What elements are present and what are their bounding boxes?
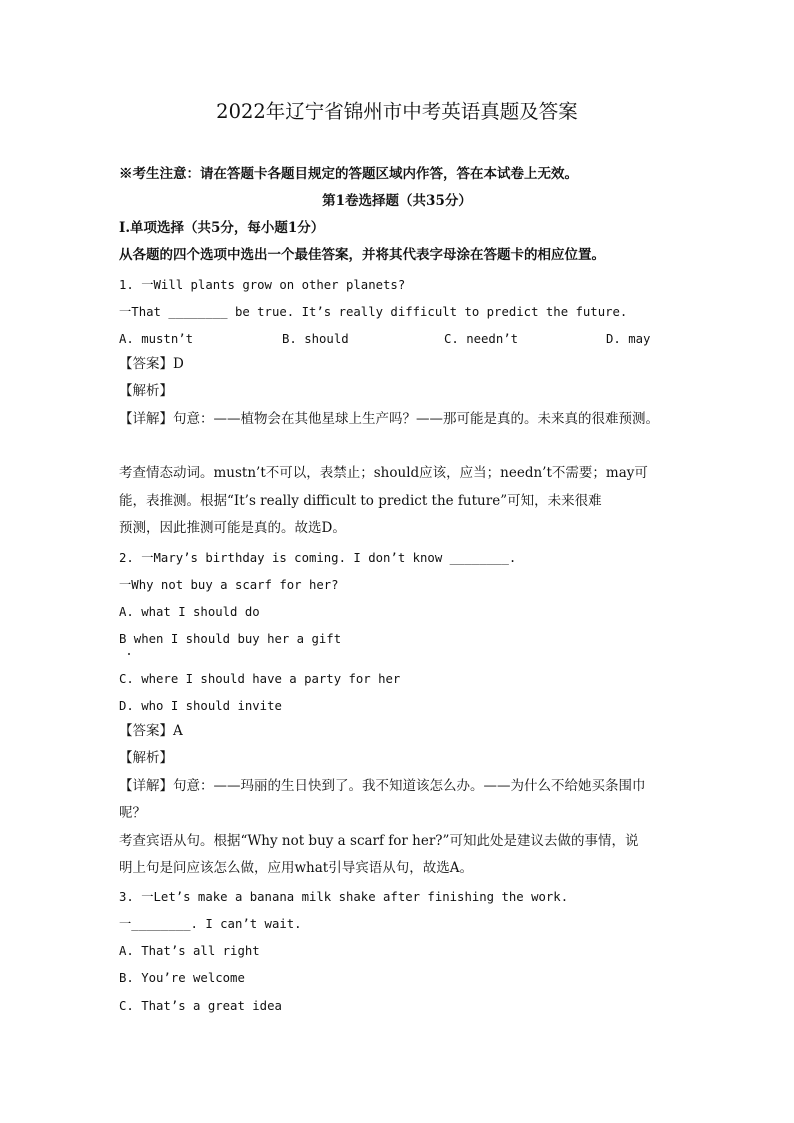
q2-option-a: A. what I should do bbox=[119, 605, 260, 619]
q2-option-b: B when I should buy her a gift bbox=[119, 632, 342, 646]
q3-option-c: C. That’s a great idea bbox=[119, 999, 282, 1013]
exam-notice: ※考生注意：请在答题卡各题目规定的答题区域内作答，答在本试卷上无效。 bbox=[119, 166, 578, 182]
q1-detail: 【详解】句意：——植物会在其他星球上生产吗？——那可能是真的。未来真的很难预测。 bbox=[119, 411, 659, 427]
q1-explanation-2: 能，表推测。根据“It’s really difficult to predict the future”可知，未来很难 bbox=[119, 493, 602, 509]
q2-detail-2: 呢？ bbox=[119, 805, 146, 821]
q3-option-a: A. That’s all right bbox=[119, 944, 260, 958]
page-title: 2022年辽宁省锦州市中考英语真题及答案 bbox=[216, 100, 578, 123]
q1-prompt: 1. 一Will plants grow on other planets? bbox=[119, 278, 406, 292]
q2-prompt: 2. 一Mary’s birthday is coming. I don’t know ________. bbox=[119, 551, 517, 565]
q2-option-c: C. where I should have a party for her bbox=[119, 672, 401, 686]
q3-prompt: 3. 一Let’s make a banana milk shake after finishing the work. bbox=[119, 890, 569, 904]
q1-option-c: C. needn’t bbox=[444, 332, 519, 346]
q2-explanation-1: 考查宾语从句。根据“Why not buy a scarf for her?”可知此处是建议去做的事情，说 bbox=[119, 833, 639, 849]
section-heading: I.单项选择（共5分，每小题1分） bbox=[119, 220, 325, 236]
q2-analysis-label: 【解析】 bbox=[119, 750, 173, 766]
q2-answer: 【答案】A bbox=[119, 723, 183, 739]
q1-option-d: D. may bbox=[606, 332, 651, 346]
q1-answer: 【答案】D bbox=[119, 356, 184, 372]
section-instruction: 从各题的四个选项中选出一个最佳答案，并将其代表字母涂在答题卡的相应位置。 bbox=[119, 247, 605, 263]
q3-option-b: B. You’re welcome bbox=[119, 971, 245, 985]
q1-explanation-3: 预测，因此推测可能是真的。故选D。 bbox=[119, 520, 346, 536]
q2-option-d: D. who I should invite bbox=[119, 699, 282, 713]
q2-explanation-2: 明上句是问应该怎么做，应用what引导宾语从句，故选A。 bbox=[119, 860, 473, 876]
q1-option-a: A. mustn’t bbox=[119, 332, 194, 346]
q1-option-b: B. should bbox=[282, 332, 349, 346]
part-title: 第1卷选择题（共35分） bbox=[322, 193, 472, 209]
q2-detail-1: 【详解】句意：——玛丽的生日快到了。我不知道该怎么办。——为什么不给她买条围巾 bbox=[119, 778, 646, 794]
q1-analysis-label: 【解析】 bbox=[119, 383, 173, 399]
stray-dot bbox=[128, 653, 130, 655]
q1-explanation-1: 考查情态动词。mustn’t不可以，表禁止；should应该，应当；needn’t不需要；may可 bbox=[119, 465, 648, 481]
q1-response: 一That ________ be true. It’s really difficult to predict the future. bbox=[119, 305, 628, 319]
q2-response: 一Why not buy a scarf for her? bbox=[119, 578, 339, 592]
q3-response: 一________. I can’t wait. bbox=[119, 917, 302, 931]
